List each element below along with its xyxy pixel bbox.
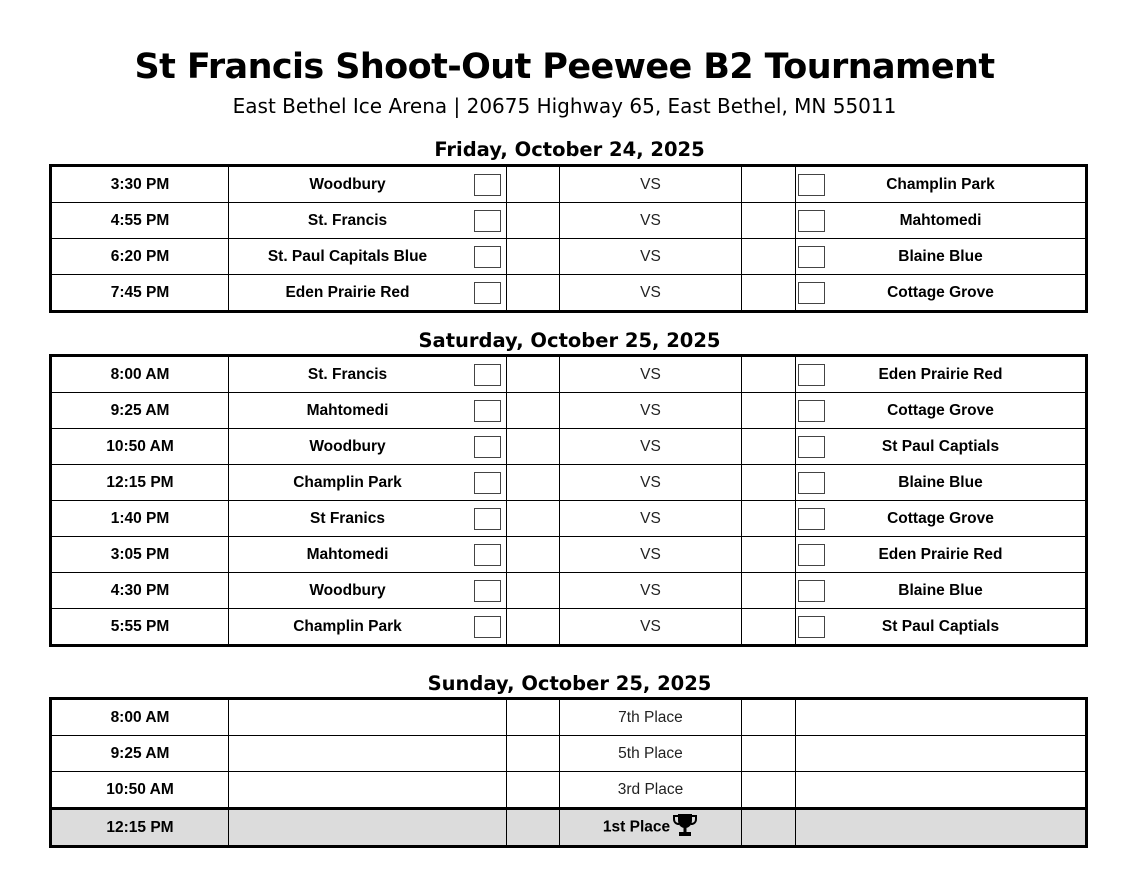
schedule-table-sunday [49, 697, 1088, 848]
away-team: Cottage Grove [887, 509, 994, 527]
away-check-box[interactable] [798, 282, 825, 304]
home-score-cell[interactable] [507, 573, 560, 609]
home-check-box[interactable] [474, 508, 501, 530]
home-team: St Franics [310, 509, 385, 527]
home-check-box[interactable] [474, 282, 501, 304]
game-row [51, 429, 1087, 465]
vs-label: VS [560, 356, 742, 393]
game-time: 8:00 AM [51, 699, 229, 736]
away-score-cell[interactable] [742, 429, 796, 465]
away-team: St Paul Captials [881, 617, 1000, 635]
away-score-cell[interactable] [742, 465, 796, 501]
game-time: 3:05 PM [51, 537, 229, 573]
away-score-cell[interactable] [742, 239, 796, 275]
home-score-cell[interactable] [507, 772, 560, 809]
away-check-box[interactable] [798, 174, 825, 196]
placement-label: 3rd Place [560, 772, 742, 809]
away-score-cell[interactable] [742, 501, 796, 537]
home-check-box[interactable] [474, 580, 501, 602]
game-time: 9:25 AM [51, 393, 229, 429]
away-team: Blaine Blue [898, 247, 983, 265]
vs-label: VS [560, 465, 742, 501]
game-row [51, 465, 1087, 501]
away-team-cell[interactable] [796, 699, 1087, 736]
away-check-box[interactable] [798, 246, 825, 268]
home-score-cell[interactable] [507, 465, 560, 501]
home-team-cell [229, 166, 507, 203]
home-check-box[interactable] [474, 400, 501, 422]
away-score-cell[interactable] [742, 275, 796, 312]
home-team: Woodbury [309, 175, 386, 193]
away-check-box[interactable] [798, 544, 825, 566]
home-score-cell[interactable] [507, 699, 560, 736]
game-row [51, 573, 1087, 609]
home-team: Champlin Park [293, 617, 402, 635]
away-team-cell [796, 393, 1087, 429]
home-team-cell [229, 573, 507, 609]
home-score-cell[interactable] [507, 429, 560, 465]
away-score-cell[interactable] [742, 393, 796, 429]
game-time: 4:55 PM [51, 203, 229, 239]
game-row [51, 356, 1087, 393]
home-check-box[interactable] [474, 174, 501, 196]
game-time: 7:45 PM [51, 275, 229, 312]
game-time: 12:15 PM [51, 809, 229, 847]
away-check-box[interactable] [798, 580, 825, 602]
home-team-cell [229, 429, 507, 465]
game-time: 6:20 PM [51, 239, 229, 275]
vs-label: VS [560, 501, 742, 537]
home-team-cell[interactable] [229, 772, 507, 809]
away-score-cell[interactable] [742, 356, 796, 393]
championship-cell [560, 809, 742, 847]
away-check-box[interactable] [798, 364, 825, 386]
home-score-cell[interactable] [507, 609, 560, 646]
home-team: St. Francis [307, 211, 388, 229]
home-team: Champlin Park [293, 473, 402, 491]
away-team-cell [796, 429, 1087, 465]
vs-label: VS [560, 239, 742, 275]
away-score-cell[interactable] [742, 736, 796, 772]
home-check-box[interactable] [474, 436, 501, 458]
away-check-box[interactable] [798, 508, 825, 530]
game-time: 10:50 AM [51, 772, 229, 809]
home-team-cell [229, 537, 507, 573]
away-team: Blaine Blue [898, 473, 983, 491]
away-score-cell[interactable] [742, 609, 796, 646]
away-score-cell[interactable] [742, 772, 796, 809]
championship-row [51, 809, 1087, 847]
home-team-cell[interactable] [229, 699, 507, 736]
away-team-cell [796, 609, 1087, 646]
away-team: Blaine Blue [898, 581, 983, 599]
away-team: St Paul Captials [881, 437, 1000, 455]
day-heading-saturday: Saturday, October 25, 2025 [418, 329, 721, 352]
away-team: Mahtomedi [899, 211, 982, 229]
home-team: Mahtomedi [306, 545, 389, 563]
home-team-cell [229, 501, 507, 537]
away-team-cell [796, 501, 1087, 537]
vs-label: VS [560, 429, 742, 465]
away-check-box[interactable] [798, 400, 825, 422]
home-score-cell[interactable] [507, 275, 560, 312]
game-row [51, 537, 1087, 573]
placement-row [51, 736, 1087, 772]
trophy-icon [672, 812, 698, 843]
home-team: Eden Prairie Red [285, 283, 410, 301]
away-score-cell[interactable] [742, 537, 796, 573]
away-team-cell[interactable] [796, 809, 1087, 847]
game-time: 1:40 PM [51, 501, 229, 537]
away-check-box[interactable] [798, 616, 825, 638]
placement-label: 1st Place [602, 818, 671, 836]
home-score-cell[interactable] [507, 239, 560, 275]
away-check-box[interactable] [798, 436, 825, 458]
schedule-table-friday [49, 164, 1088, 313]
placement-row [51, 772, 1087, 809]
home-score-cell[interactable] [507, 537, 560, 573]
home-check-box[interactable] [474, 544, 501, 566]
home-check-box[interactable] [474, 246, 501, 268]
placement-label: 7th Place [560, 699, 742, 736]
schedule-table-saturday [49, 354, 1088, 647]
home-score-cell[interactable] [507, 393, 560, 429]
away-team-cell [796, 537, 1087, 573]
away-team-cell [796, 356, 1087, 393]
home-team: Mahtomedi [306, 401, 389, 419]
game-row [51, 275, 1087, 312]
away-team: Cottage Grove [887, 401, 994, 419]
venue-subtitle: East Bethel Ice Arena | 20675 Highway 65, East Bethel, MN 55011 [232, 94, 897, 118]
game-time: 8:00 AM [51, 356, 229, 393]
day-heading-friday: Friday, October 24, 2025 [434, 138, 705, 161]
home-team-cell [229, 609, 507, 646]
day-heading-sunday: Sunday, October 25, 2025 [427, 672, 712, 695]
vs-label: VS [560, 537, 742, 573]
game-time: 4:30 PM [51, 573, 229, 609]
away-score-cell[interactable] [742, 809, 796, 847]
home-score-cell[interactable] [507, 736, 560, 772]
home-check-box[interactable] [474, 616, 501, 638]
away-team-cell [796, 166, 1087, 203]
game-row [51, 501, 1087, 537]
away-team-cell[interactable] [796, 736, 1087, 772]
home-team-cell [229, 356, 507, 393]
vs-label: VS [560, 393, 742, 429]
tournament-title: St Francis Shoot-Out Peewee B2 Tournament [134, 47, 995, 87]
away-score-cell[interactable] [742, 203, 796, 239]
vs-label: VS [560, 166, 742, 203]
away-team: Eden Prairie Red [878, 365, 1003, 383]
home-team-cell [229, 393, 507, 429]
away-team-cell [796, 465, 1087, 501]
home-team: Woodbury [309, 437, 386, 455]
home-team: Woodbury [309, 581, 386, 599]
away-score-cell[interactable] [742, 573, 796, 609]
home-team-cell [229, 465, 507, 501]
home-score-cell[interactable] [507, 501, 560, 537]
home-team-cell [229, 203, 507, 239]
vs-label: VS [560, 609, 742, 646]
away-team: Champlin Park [886, 175, 995, 193]
away-team-cell[interactable] [796, 772, 1087, 809]
home-team: St. Francis [307, 365, 388, 383]
home-score-cell[interactable] [507, 809, 560, 847]
game-row [51, 239, 1087, 275]
away-check-box[interactable] [798, 210, 825, 232]
away-team: Cottage Grove [887, 283, 994, 301]
game-row [51, 393, 1087, 429]
away-team: Eden Prairie Red [878, 545, 1003, 563]
away-team-cell [796, 203, 1087, 239]
home-score-cell[interactable] [507, 203, 560, 239]
away-score-cell[interactable] [742, 166, 796, 203]
home-team-cell [229, 275, 507, 312]
game-time: 9:25 AM [51, 736, 229, 772]
vs-label: VS [560, 573, 742, 609]
game-time: 12:15 PM [51, 465, 229, 501]
home-check-box[interactable] [474, 210, 501, 232]
away-team-cell [796, 275, 1087, 312]
home-team-cell [229, 239, 507, 275]
away-team-cell [796, 239, 1087, 275]
placement-row [51, 699, 1087, 736]
placement-label: 5th Place [560, 736, 742, 772]
vs-label: VS [560, 203, 742, 239]
home-score-cell[interactable] [507, 356, 560, 393]
game-row [51, 166, 1087, 203]
home-check-box[interactable] [474, 472, 501, 494]
vs-label: VS [560, 275, 742, 312]
away-team-cell [796, 573, 1087, 609]
game-row [51, 203, 1087, 239]
home-team-cell[interactable] [229, 809, 507, 847]
away-check-box[interactable] [798, 472, 825, 494]
game-row [51, 609, 1087, 646]
home-check-box[interactable] [474, 364, 501, 386]
game-time: 3:30 PM [51, 166, 229, 203]
away-score-cell[interactable] [742, 699, 796, 736]
game-time: 10:50 AM [51, 429, 229, 465]
home-team-cell[interactable] [229, 736, 507, 772]
home-score-cell[interactable] [507, 166, 560, 203]
game-time: 5:55 PM [51, 609, 229, 646]
home-team: St. Paul Capitals Blue [267, 247, 428, 265]
